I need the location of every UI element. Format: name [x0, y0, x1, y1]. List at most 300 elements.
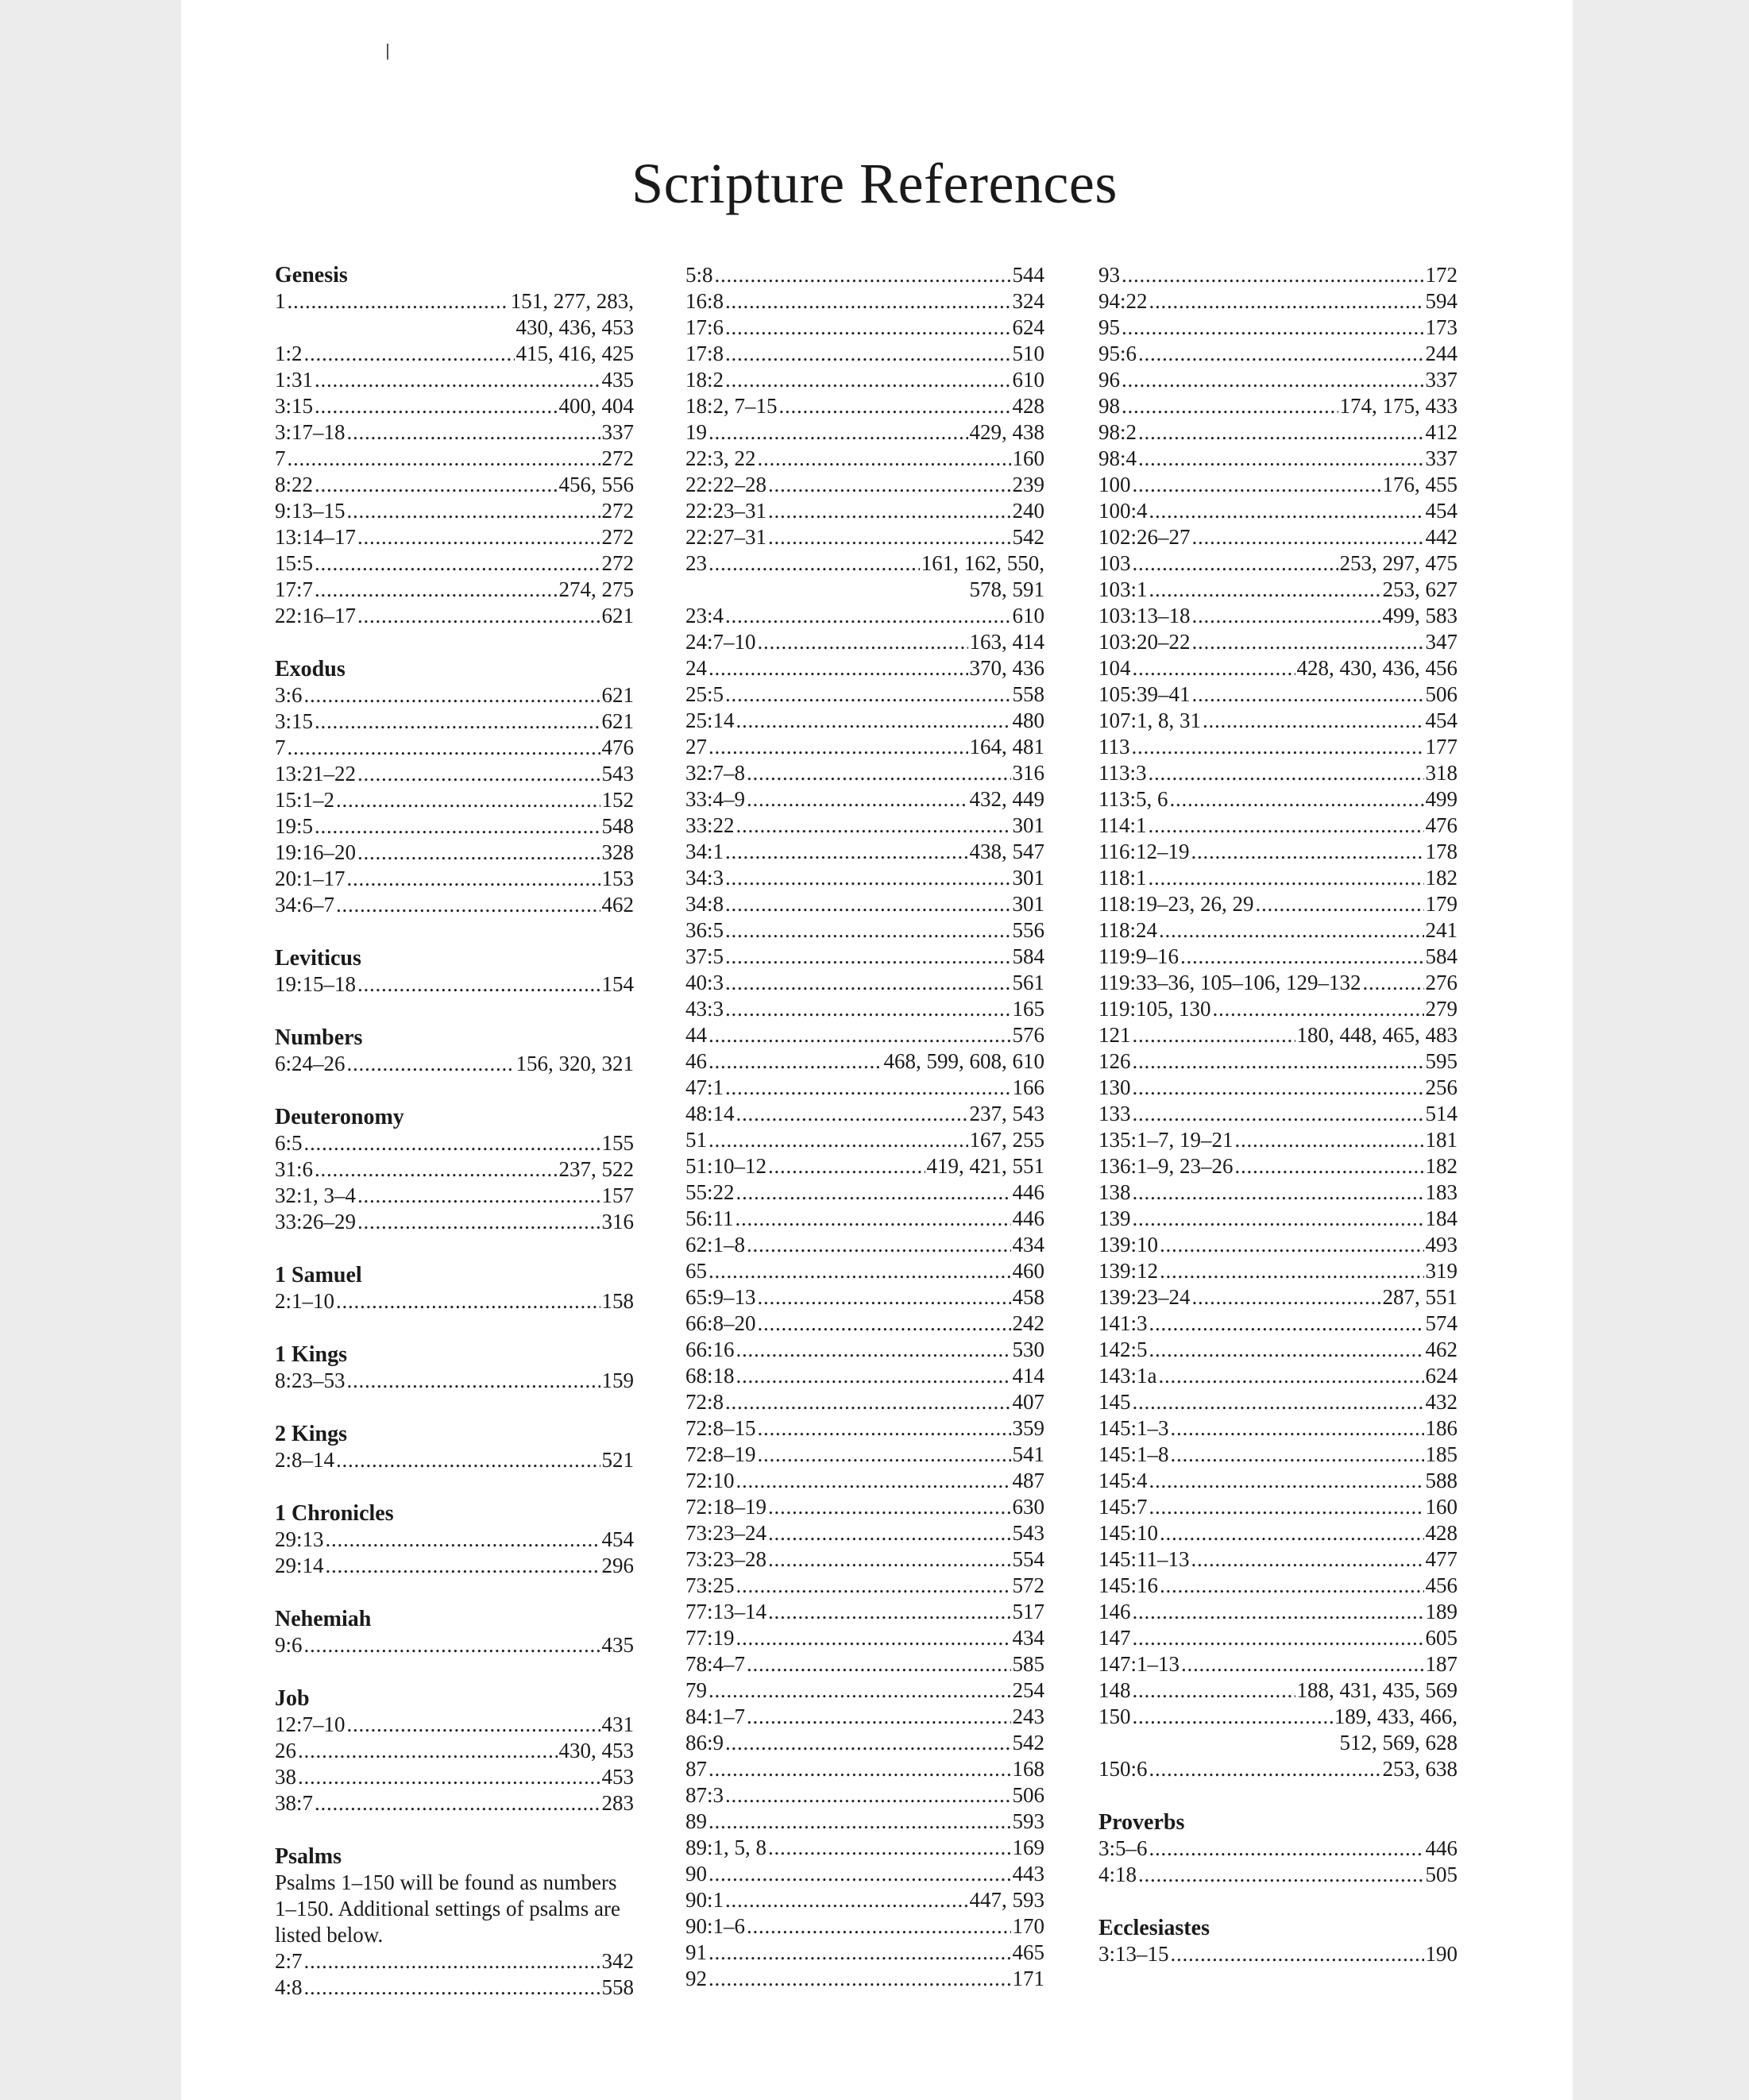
- entry-reference: 87: [685, 1757, 707, 1781]
- leader-dots: [298, 1738, 558, 1764]
- index-entry: [275, 577, 634, 603]
- leader-dots: [315, 1790, 600, 1816]
- entry-reference: 22:23–31: [685, 499, 767, 523]
- book-group: [275, 1104, 634, 1235]
- leader-dots: [357, 1183, 600, 1209]
- index-entry: [1098, 1232, 1458, 1258]
- entry-reference: 79: [685, 1678, 707, 1702]
- entry-reference: 13:14–17: [275, 525, 357, 549]
- index-column-1: [275, 262, 634, 2028]
- entry-pages: 163, 414: [969, 630, 1044, 654]
- index-entry: [685, 393, 1044, 419]
- entry-reference: 143:1a: [1098, 1364, 1157, 1388]
- index-entry: [685, 498, 1044, 524]
- entry-pages: 434: [1012, 1233, 1044, 1257]
- entry-reference: 26: [275, 1739, 296, 1762]
- entry-pages: 169: [1012, 1836, 1044, 1859]
- entry-pages: 415, 416, 425: [515, 342, 634, 365]
- entry-reference: 19:16–20: [275, 840, 357, 864]
- entry-pages: 605: [1425, 1626, 1458, 1650]
- entry-pages: 447, 593: [969, 1888, 1044, 1912]
- leader-dots: [326, 1527, 600, 1553]
- index-entry: [685, 944, 1044, 970]
- index-entry: [685, 1415, 1044, 1442]
- leader-dots: [747, 1651, 1010, 1677]
- entry-pages: 190: [1425, 1942, 1458, 1966]
- book-heading: Exodus: [275, 657, 346, 681]
- leader-dots: [779, 393, 1011, 419]
- entry-pages: 588: [1425, 1469, 1458, 1492]
- leader-dots: [315, 472, 557, 498]
- book-group: [275, 1843, 634, 2001]
- leader-dots: [736, 708, 1011, 734]
- entry-pages: 435: [601, 1633, 634, 1657]
- entry-reference: 138: [1098, 1180, 1131, 1204]
- index-entry: [1098, 1546, 1458, 1573]
- entry-reference: 139:12: [1098, 1259, 1159, 1283]
- entry-pages: 253, 297, 475: [1339, 551, 1458, 575]
- leader-dots: [1133, 1599, 1424, 1625]
- leader-dots: [1133, 550, 1338, 577]
- leader-dots: [768, 524, 1010, 550]
- entry-pages: 542: [1012, 1731, 1044, 1755]
- index-entry: [685, 891, 1044, 917]
- index-entry: [275, 1632, 634, 1658]
- leader-dots: [768, 498, 1010, 524]
- leader-dots: [1171, 1415, 1424, 1442]
- entry-pages: 487: [1012, 1469, 1044, 1492]
- entry-reference: 19: [685, 420, 707, 444]
- entry-pages: 180, 448, 465, 483: [1296, 1023, 1458, 1047]
- entry-pages: 621: [601, 709, 634, 733]
- index-entry: [1098, 1337, 1458, 1363]
- leader-dots: [1191, 1546, 1424, 1573]
- leader-dots: [725, 839, 967, 865]
- book-heading: Job: [275, 1686, 310, 1711]
- entry-reference: 22:3, 22: [685, 446, 756, 470]
- entry-pages: 476: [1425, 813, 1458, 837]
- entry-reference: 2:1–10: [275, 1289, 335, 1313]
- entry-reference: 3:15: [275, 709, 314, 733]
- leader-dots: [336, 892, 600, 918]
- index-entry: [275, 1288, 634, 1314]
- entry-reference: 72:8–15: [685, 1416, 756, 1440]
- entry-reference: 98:4: [1098, 446, 1137, 470]
- entry-pages: 542: [1012, 525, 1044, 549]
- index-entry: [685, 1520, 1044, 1546]
- entry-reference: 150: [1098, 1704, 1131, 1728]
- index-entry: [685, 446, 1044, 472]
- index-entry: [1098, 681, 1458, 708]
- book-group: [275, 1606, 634, 1658]
- entry-reference: 77:19: [685, 1626, 735, 1650]
- leader-dots: [1213, 996, 1424, 1022]
- book-group: [1098, 1809, 1458, 1888]
- entry-reference: 1:2: [275, 342, 303, 365]
- leader-dots: [347, 419, 600, 446]
- leader-dots: [304, 1975, 600, 2001]
- leader-dots: [708, 1809, 1011, 1835]
- leader-dots: [725, 315, 1010, 341]
- entry-pages: 152: [601, 788, 634, 812]
- index-entry: [685, 1127, 1044, 1153]
- index-entry: [685, 550, 1044, 577]
- leader-dots: [715, 262, 1011, 288]
- index-entry: [1098, 1075, 1458, 1101]
- entry-reference: 135:1–7, 19–21: [1098, 1128, 1234, 1152]
- book-group: [275, 262, 634, 629]
- leader-dots: [1149, 760, 1424, 786]
- entry-pages: 453: [601, 1765, 634, 1789]
- entry-pages: 624: [1012, 315, 1044, 339]
- entry-pages: 593: [1012, 1809, 1044, 1833]
- leader-dots: [758, 1442, 1011, 1468]
- leader-dots: [725, 944, 1010, 970]
- index-entry: [1098, 1756, 1458, 1782]
- index-entry: [1098, 1836, 1458, 1862]
- index-entry: [275, 419, 634, 446]
- entry-reference: 145:7: [1098, 1495, 1148, 1519]
- leader-dots: [1192, 1284, 1381, 1311]
- entry-pages: 574: [1425, 1311, 1458, 1335]
- entry-reference: 22:16–17: [275, 604, 357, 627]
- index-entry: [685, 1442, 1044, 1468]
- entry-pages: 184: [1425, 1206, 1458, 1230]
- entry-pages: 253, 638: [1382, 1757, 1458, 1781]
- entry-reference: 102:26–27: [1098, 525, 1191, 549]
- leader-dots: [304, 682, 600, 708]
- index-entry: [1098, 1101, 1458, 1127]
- entry-reference: 32:1, 3–4: [275, 1183, 357, 1207]
- leader-dots: [1133, 1179, 1424, 1206]
- leader-dots: [1138, 341, 1423, 367]
- entry-reference: 100: [1098, 473, 1131, 496]
- leader-dots: [1256, 891, 1424, 917]
- entry-reference: 3:6: [275, 683, 303, 707]
- entry-pages: 435: [601, 368, 634, 392]
- leader-dots: [1192, 681, 1424, 708]
- entry-pages: 283: [601, 1791, 634, 1815]
- leader-dots: [315, 1156, 557, 1183]
- leader-dots: [315, 708, 600, 735]
- entry-pages: 256: [1425, 1075, 1458, 1099]
- entry-reference: 145: [1098, 1390, 1131, 1414]
- entry-pages: 187: [1425, 1652, 1458, 1676]
- entry-pages: 429, 438: [969, 420, 1044, 444]
- entry-reference: 136:1–9, 23–26: [1098, 1154, 1234, 1178]
- entry-reference: 20:1–17: [275, 867, 346, 890]
- entry-reference: 4:18: [1098, 1863, 1137, 1886]
- entry-pages: 428: [1425, 1521, 1458, 1545]
- entry-pages: 243: [1012, 1704, 1044, 1728]
- index-entry: [1098, 393, 1458, 419]
- entry-pages: 554: [1012, 1547, 1044, 1571]
- entry-pages: 155: [601, 1131, 634, 1155]
- entry-pages: 480: [1012, 708, 1044, 732]
- leader-dots: [736, 813, 1011, 839]
- leader-dots: [768, 1153, 925, 1179]
- entry-reference: 98: [1098, 394, 1120, 418]
- entry-reference: 12:7–10: [275, 1712, 346, 1736]
- entry-reference: 34:6–7: [275, 893, 335, 917]
- index-entry: [685, 1048, 1044, 1075]
- index-entry: [275, 498, 634, 524]
- leader-dots: [736, 1363, 1011, 1389]
- entry-reference: 3:17–18: [275, 420, 346, 444]
- leader-dots: [336, 1288, 600, 1314]
- leader-dots: [304, 341, 515, 367]
- entry-reference: 29:14: [275, 1554, 324, 1577]
- entry-reference: 92: [685, 1967, 707, 1990]
- entry-pages: 476: [601, 735, 634, 759]
- index-entry: [1098, 1415, 1458, 1442]
- leader-dots: [708, 734, 968, 760]
- entry-pages: 400, 404: [558, 394, 634, 418]
- index-entry: [275, 1712, 634, 1738]
- index-entry: [275, 1209, 634, 1235]
- entry-pages: 188, 431, 435, 569: [1296, 1678, 1458, 1702]
- entry-pages: 160: [1012, 446, 1044, 470]
- entry-pages: 370, 436: [969, 656, 1044, 680]
- index-entry: [1098, 734, 1458, 760]
- leader-dots: [336, 1447, 600, 1473]
- entry-reference: 119:9–16: [1098, 944, 1179, 968]
- leader-dots: [708, 655, 968, 681]
- entry-pages: 168: [1012, 1757, 1044, 1781]
- entry-reference: 55:22: [685, 1180, 735, 1204]
- entry-pages: 164, 481: [969, 735, 1044, 759]
- entry-reference: 23:4: [685, 604, 724, 627]
- leader-dots: [1133, 1101, 1424, 1127]
- leader-dots: [1159, 1363, 1424, 1389]
- entry-pages: 456, 556: [558, 473, 634, 496]
- index-entry: [685, 708, 1044, 734]
- index-entry: [685, 1599, 1044, 1625]
- index-entry: [685, 1284, 1044, 1311]
- index-entry: [275, 1130, 634, 1156]
- entry-reference: 24: [685, 656, 707, 680]
- entry-pages: 544: [1012, 263, 1044, 287]
- leader-dots: [708, 1127, 968, 1153]
- entry-reference: 37:5: [685, 944, 724, 968]
- entry-pages: 166: [1012, 1075, 1044, 1099]
- entry-reference: 103:13–18: [1098, 604, 1191, 627]
- entry-pages: 610: [1012, 604, 1044, 627]
- entry-pages: 183: [1425, 1180, 1458, 1204]
- index-entry: [685, 760, 1044, 786]
- index-entry: [275, 971, 634, 998]
- leader-dots: [298, 1764, 600, 1790]
- book-group: [275, 1421, 634, 1473]
- entry-reference: 72:18–19: [685, 1495, 767, 1519]
- leader-dots: [1133, 472, 1381, 498]
- entry-pages: 337: [1425, 368, 1458, 392]
- leader-dots: [347, 1368, 600, 1394]
- entry-pages: 407: [1012, 1390, 1044, 1414]
- entry-pages: 514: [1425, 1102, 1458, 1125]
- entry-reference: 68:18: [685, 1364, 735, 1388]
- index-entry: [1098, 1599, 1458, 1625]
- entry-pages: 454: [1425, 708, 1458, 732]
- entry-pages: 561: [1012, 971, 1044, 994]
- entry-pages: 186: [1425, 1416, 1458, 1440]
- leader-dots: [708, 1940, 1011, 1966]
- leader-dots: [1149, 1494, 1424, 1520]
- index-entry: [1098, 865, 1458, 891]
- leader-dots: [1192, 603, 1381, 629]
- index-entry: [685, 1363, 1044, 1389]
- entry-reference: 73:23–24: [685, 1521, 767, 1545]
- entry-reference: 107:1, 8, 31: [1098, 708, 1202, 732]
- entry-reference: 7: [275, 446, 286, 470]
- entry-reference: 113: [1098, 735, 1130, 759]
- index-entry: [1098, 813, 1458, 839]
- entry-reference: 38:7: [275, 1791, 314, 1815]
- leader-dots: [1133, 1389, 1424, 1415]
- index-entry: [275, 288, 634, 315]
- entry-reference: 33:26–29: [275, 1210, 357, 1233]
- entry-reference: 145:4: [1098, 1469, 1148, 1492]
- leader-dots: [747, 1232, 1010, 1258]
- entry-pages: 556: [1012, 918, 1044, 942]
- leader-dots: [357, 524, 600, 550]
- index-entry: [1098, 1179, 1458, 1206]
- index-entry: [275, 1527, 634, 1553]
- leader-dots: [725, 1075, 1010, 1101]
- leader-dots: [1133, 1677, 1295, 1704]
- leader-dots: [758, 1311, 1011, 1337]
- index-entry: [275, 708, 634, 735]
- entry-pages: 624: [1425, 1364, 1458, 1388]
- leader-dots: [1160, 1573, 1423, 1599]
- index-entry: [685, 1861, 1044, 1887]
- entry-reference: 104: [1098, 656, 1131, 680]
- entry-pages-continued: 512, 569, 628: [1339, 1731, 1458, 1755]
- index-entry: [275, 603, 634, 629]
- entry-reference: 25:14: [685, 708, 735, 732]
- entry-reference: 147: [1098, 1626, 1131, 1650]
- entry-reference: 65: [685, 1259, 707, 1283]
- leader-dots: [747, 1704, 1010, 1730]
- index-entry: [685, 1179, 1044, 1206]
- book-heading: Leviticus: [275, 946, 361, 971]
- index-entry: [685, 1337, 1044, 1363]
- index-entry: [685, 655, 1044, 681]
- entry-reference: 1: [275, 289, 286, 313]
- index-entry: [685, 786, 1044, 813]
- leader-dots: [1235, 1153, 1424, 1179]
- entry-pages: 171: [1012, 1967, 1044, 1990]
- leader-dots: [1181, 1651, 1423, 1677]
- index-entry: [1098, 708, 1458, 734]
- entry-pages: 157: [601, 1183, 634, 1207]
- book-heading: 1 Kings: [275, 1342, 348, 1367]
- entry-pages: 254: [1012, 1678, 1044, 1702]
- index-entry: [275, 1764, 634, 1790]
- entry-pages: 189, 433, 466,: [1334, 1704, 1458, 1728]
- entry-reference: 119:105, 130: [1098, 997, 1211, 1021]
- entry-pages: 176, 455: [1382, 473, 1458, 496]
- index-entry: [685, 1468, 1044, 1494]
- entry-reference: 66:8–20: [685, 1311, 756, 1335]
- index-entry: [275, 1368, 634, 1394]
- leader-dots: [1203, 708, 1423, 734]
- entry-reference: 100:4: [1098, 499, 1148, 523]
- entry-reference: 148: [1098, 1678, 1131, 1702]
- entry-reference: 142:5: [1098, 1338, 1148, 1361]
- entry-reference: 48:14: [685, 1102, 735, 1125]
- index-entry: [275, 367, 634, 393]
- entry-pages: 412: [1425, 420, 1458, 444]
- leader-dots: [725, 288, 1010, 315]
- entry-pages: 296: [601, 1554, 634, 1577]
- index-entry: [1098, 1206, 1458, 1232]
- entry-pages: 630: [1012, 1495, 1044, 1519]
- entry-reference: 86:9: [685, 1731, 724, 1755]
- leader-dots: [708, 1861, 1011, 1887]
- leader-dots: [347, 498, 600, 524]
- entry-pages: 158: [601, 1289, 634, 1313]
- leader-dots: [1192, 629, 1424, 655]
- leader-dots: [1122, 262, 1424, 288]
- entry-pages: 431: [601, 1712, 634, 1736]
- entry-reference: 9:6: [275, 1633, 303, 1657]
- entry-pages: 456: [1425, 1573, 1458, 1597]
- leader-dots: [1171, 1442, 1424, 1468]
- entry-reference: 95: [1098, 315, 1120, 339]
- entry-pages: 316: [601, 1210, 634, 1233]
- entry-pages: 279: [1425, 997, 1458, 1021]
- index-entry: [1098, 1153, 1458, 1179]
- index-entry: [685, 996, 1044, 1022]
- index-entry: [275, 1948, 634, 1975]
- index-entry: [275, 472, 634, 498]
- leader-dots: [1180, 944, 1424, 970]
- entry-reference: 72:8: [685, 1390, 724, 1414]
- index-entry: [1098, 341, 1458, 367]
- leader-dots: [1149, 813, 1424, 839]
- entry-pages: 499, 583: [1382, 604, 1458, 627]
- book-group: [685, 262, 1044, 1992]
- entry-pages: 179: [1425, 892, 1458, 916]
- leader-dots: [1149, 577, 1381, 603]
- leader-dots: [768, 472, 1010, 498]
- leader-dots: [1132, 734, 1424, 760]
- index-entry: [1098, 917, 1458, 944]
- leader-dots: [736, 1179, 1011, 1206]
- index-entry: [685, 1232, 1044, 1258]
- book-note: Psalms 1–150 will be found as numbers 1–150. Additional settings of psalms are listed below.: [275, 1870, 620, 1947]
- leader-dots: [1160, 1258, 1423, 1284]
- index-entry: [1098, 786, 1458, 813]
- index-entry: [685, 1809, 1044, 1835]
- entry-reference: 118:19–23, 26, 29: [1098, 892, 1254, 916]
- leader-dots: [768, 1599, 1010, 1625]
- leader-dots: [347, 1712, 600, 1738]
- entry-reference: 2:8–14: [275, 1448, 335, 1472]
- entry-pages: 621: [601, 604, 634, 627]
- entry-pages: 434: [1012, 1626, 1044, 1650]
- leader-dots: [736, 1337, 1011, 1363]
- leader-dots: [725, 1887, 967, 1913]
- entry-pages: 419, 421, 551: [926, 1154, 1044, 1178]
- entry-reference: 121: [1098, 1023, 1131, 1047]
- entry-pages: 156, 320, 321: [515, 1052, 634, 1075]
- index-entry: [275, 1156, 634, 1183]
- entry-pages: 167, 255: [969, 1128, 1044, 1152]
- entry-reference: 145:10: [1098, 1521, 1159, 1545]
- entry-reference: 90:1–6: [685, 1914, 746, 1938]
